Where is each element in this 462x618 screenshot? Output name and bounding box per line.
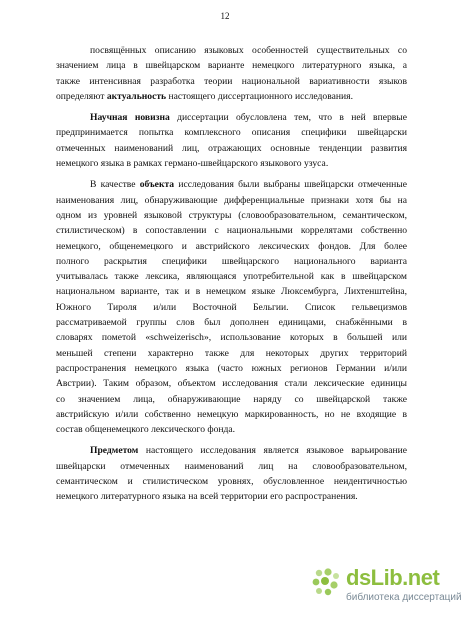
bold-term: Научная новизна bbox=[90, 112, 170, 124]
text-line bbox=[56, 474, 407, 489]
text-run: отмеченных наименований лиц, отражающих основные тенденции развития bbox=[56, 142, 407, 154]
text-line bbox=[56, 422, 407, 437]
text-line bbox=[56, 459, 407, 474]
text-run: меньшей степени характерно также для некоторых других территорий bbox=[56, 347, 407, 359]
text-line bbox=[56, 300, 407, 315]
text-line bbox=[56, 407, 407, 422]
text-line bbox=[56, 110, 407, 125]
text-run: немецкого, общенемецкого и австрийского лексических фондов. Для более bbox=[56, 240, 407, 252]
bold-term: актуальность bbox=[106, 90, 167, 102]
text-line bbox=[56, 239, 407, 254]
text-run: настоящего диссертационного исследования. bbox=[166, 90, 353, 102]
text-run: немецкого языка в рамках германо-швейцарского языкового узуса. bbox=[56, 158, 329, 170]
text-line bbox=[56, 443, 407, 458]
bold-term: Предметом bbox=[90, 445, 139, 457]
text-line bbox=[56, 125, 407, 140]
paragraph bbox=[56, 110, 407, 171]
text-run: предпринимается попытка комплексного описания специфики швейцарски bbox=[56, 127, 407, 139]
text-run: швейцарски отмеченных наименований лиц на словообразовательном, bbox=[56, 460, 407, 472]
text-line bbox=[56, 156, 407, 171]
text-run: значением лица в швейцарском варианте немецкого литературного языка, а bbox=[56, 60, 407, 72]
watermark-tagline: библиотека диссертаций bbox=[346, 592, 462, 603]
text-line bbox=[56, 269, 407, 284]
text-line bbox=[56, 330, 407, 345]
text-line bbox=[56, 223, 407, 238]
text-run: словарях пометой «schweizerisch», использование которых в большей или bbox=[56, 332, 407, 344]
dslib-logo-icon bbox=[310, 567, 342, 597]
text-run: национальном варианте, так и в немецком языке Люксембурга, Лихтенштейна, bbox=[56, 286, 407, 298]
watermark-name: dsLib.net bbox=[346, 565, 440, 590]
document-body bbox=[56, 43, 407, 505]
text-run: немецкого литературного языка на всей территории его распространения. bbox=[56, 491, 358, 503]
text-run: посвящённых описанию языковых особенностей существительных со bbox=[90, 45, 407, 56]
text-run: полного раскрытия специфики швейцарского национального варианта bbox=[56, 255, 407, 267]
text-line bbox=[56, 193, 407, 208]
text-run: со значением лица, обнаруживающие наряду со швейцарской также bbox=[56, 393, 407, 405]
text-line bbox=[56, 74, 407, 89]
text-line bbox=[56, 361, 407, 376]
text-line bbox=[56, 284, 407, 299]
paragraph bbox=[56, 177, 407, 437]
text-line bbox=[56, 254, 407, 269]
text-line bbox=[56, 315, 407, 330]
text-run: диссертации обусловлена тем, что в ней впервые bbox=[169, 112, 407, 124]
text-line bbox=[56, 346, 407, 361]
text-run: стилистическом) в сопоставлении с национальными коррелятами собственно bbox=[56, 225, 407, 237]
paragraph bbox=[56, 443, 407, 504]
text-run: распространения немецкого языка (часто южных регионов Германии и/или bbox=[56, 362, 407, 374]
text-line bbox=[56, 177, 407, 192]
text-run: также интенсивная разработка теории национальной вариативности языков bbox=[56, 75, 407, 87]
text-run: определяют bbox=[56, 90, 107, 102]
text-run: учитывалась также лексика, являющаяся употребительной как в швейцарском bbox=[56, 271, 407, 283]
text-run: настоящего исследования является языковое варьирование bbox=[138, 445, 407, 457]
text-line bbox=[56, 392, 407, 407]
text-run: Южного Тироля и/или Восточной Бельгии. Список гельвецизмов bbox=[56, 301, 407, 313]
text-line bbox=[56, 141, 407, 156]
bold-term: объекта bbox=[139, 179, 175, 191]
text-run: состав общенемецкого лексического фонда. bbox=[56, 424, 236, 436]
text-run: наименования лиц, обнаруживающие дифференциальные признаки хотя бы на bbox=[56, 194, 407, 206]
text-run: одном из уровней языковой структуры (словообразовательном, семантическом, bbox=[56, 209, 407, 221]
text-run: семантическом и стилистическом уровнях, обусловленное неидентичностью bbox=[56, 476, 407, 488]
text-run: В качестве bbox=[90, 179, 140, 191]
text-run: австрийскую и/или собственно немецкую маркированность, но не входящие в bbox=[56, 408, 407, 420]
text-line bbox=[56, 376, 407, 391]
text-line bbox=[56, 58, 407, 73]
paragraph bbox=[56, 43, 407, 104]
text-run: Австрии). Таким образом, объектом исследования стали лексические единицы bbox=[56, 378, 407, 390]
page-number: 12 bbox=[220, 11, 230, 21]
text-run: исследования были выбраны швейцарски отмеченные bbox=[174, 179, 408, 191]
text-line bbox=[56, 208, 407, 223]
text-line bbox=[56, 489, 407, 504]
watermark bbox=[308, 565, 462, 611]
text-line bbox=[56, 89, 407, 104]
text-run: рассматриваемой группы слов был дополнен единицами, снабжёнными в bbox=[56, 317, 407, 329]
text-line bbox=[56, 43, 407, 58]
